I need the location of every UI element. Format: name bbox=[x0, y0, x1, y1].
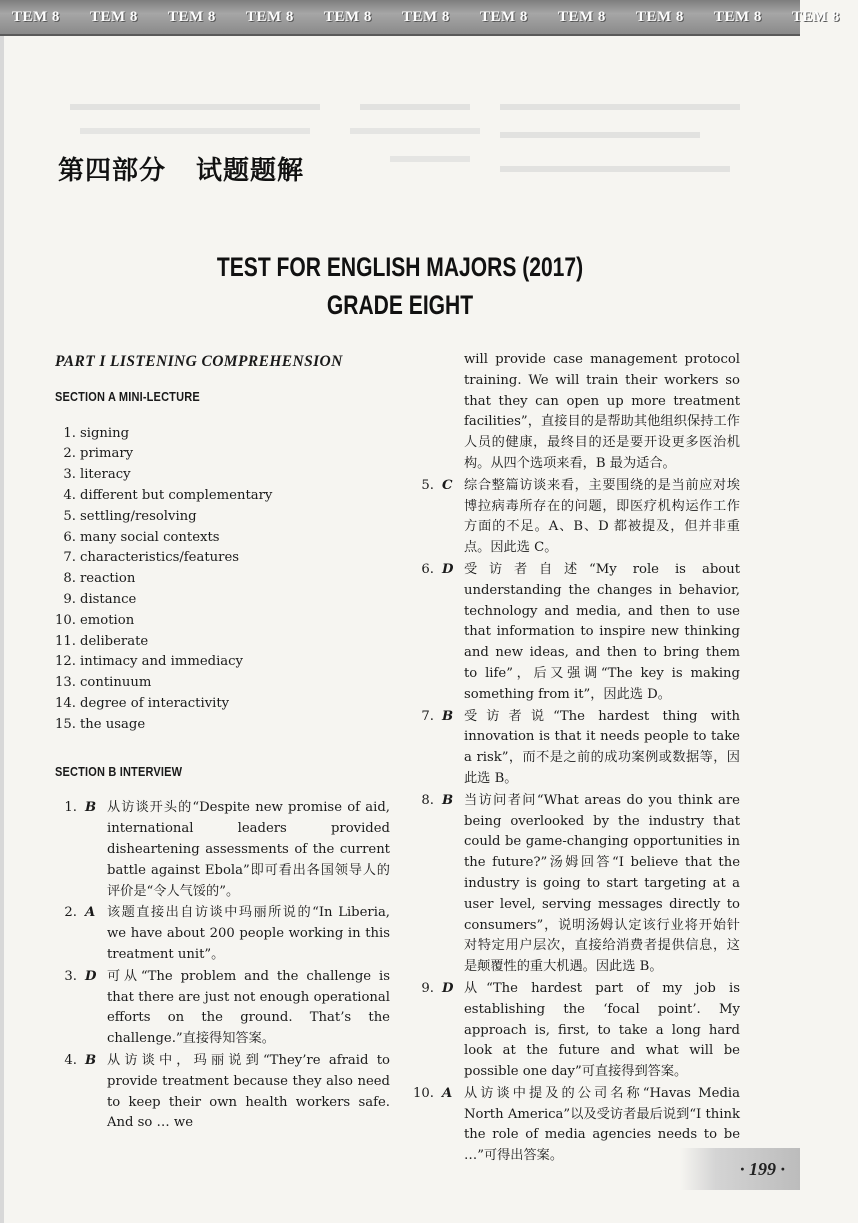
banner-label: TEM 8 bbox=[792, 8, 840, 25]
answer-text: intimacy and immediacy bbox=[80, 654, 244, 670]
item-number: 9. bbox=[421, 980, 434, 996]
answer-letter: D bbox=[85, 968, 97, 984]
answer-letter: C bbox=[442, 477, 453, 493]
section-b-items-left bbox=[55, 798, 390, 1134]
list-item bbox=[412, 707, 740, 790]
list-item bbox=[55, 632, 390, 653]
item-number: 5. bbox=[63, 508, 76, 524]
banner-label: TEM 8 bbox=[714, 8, 762, 25]
banner-label: TEM 8 bbox=[168, 8, 216, 25]
explanation-text: 受访者说“The hardest thing with innovation is that it needs people to take a risk”，而不是之前的成功案例或数据等，因此选 B。 bbox=[464, 708, 740, 786]
answer-text: many social contexts bbox=[80, 529, 220, 545]
answer-letter-spacer bbox=[434, 350, 464, 475]
list-item bbox=[412, 560, 740, 706]
part-label: 第四部分 bbox=[58, 156, 167, 186]
list-item bbox=[55, 611, 390, 632]
list-item bbox=[55, 694, 390, 715]
item-number: 3. bbox=[63, 467, 76, 483]
answer-letter: D bbox=[442, 561, 454, 577]
page-number-badge bbox=[680, 1148, 800, 1190]
list-item bbox=[55, 569, 390, 590]
explanation-continuation: will provide case management protocol training. We will train their workers so that they can open up more treatment facilities”，直接目的是帮助其他组织保持工作人员的健康，最终目的还是要开设更多医治机构。从四个选项来看，B 最为适合。 bbox=[464, 352, 740, 471]
part-subtitle: 试题题解 bbox=[196, 156, 305, 186]
answer-letter: B bbox=[85, 800, 97, 816]
item-number: 10. bbox=[413, 1085, 434, 1101]
list-item bbox=[55, 486, 390, 507]
item-number: 2. bbox=[63, 446, 76, 462]
answer-letter: A bbox=[442, 1085, 453, 1101]
item-number: 13. bbox=[55, 675, 76, 691]
item-number: 1. bbox=[63, 425, 76, 441]
list-item bbox=[55, 903, 390, 965]
section-b-heading: SECTION B INTERVIEW bbox=[55, 764, 183, 779]
list-item bbox=[55, 507, 390, 528]
item-number: 7. bbox=[63, 550, 76, 566]
explanation-text: 从访谈中提及的公司名称“Havas Media North America”以及受访者最后说到“I think the role of media agencies needs to be …”可得出答案。 bbox=[464, 1085, 740, 1164]
item-number: 1. bbox=[64, 800, 77, 816]
item-number: 8. bbox=[63, 571, 76, 587]
item-number: 2. bbox=[64, 905, 77, 921]
item-number: 6. bbox=[63, 529, 76, 545]
banner-label: TEM 8 bbox=[636, 8, 684, 25]
answer-text: distance bbox=[80, 591, 137, 607]
answer-text: primary bbox=[80, 446, 134, 462]
banner-label: TEM 8 bbox=[90, 8, 138, 25]
test-title: TEST FOR ENGLISH MAJORS (2017) bbox=[216, 252, 584, 282]
item-number: 9. bbox=[63, 591, 76, 607]
explanation-text: 从访谈中，玛丽说到“They’re afraid to provide treatment because they also need to keep their own health workers safe. And so … we bbox=[107, 1052, 390, 1131]
explanation-text: 可从“The problem and the challenge is that there are just not enough operational efforts on the ground. That’s the challenge.”直接得知答案。 bbox=[107, 968, 390, 1047]
list-item bbox=[412, 979, 740, 1083]
header-banner bbox=[0, 0, 840, 36]
list-item bbox=[412, 791, 740, 978]
right-column bbox=[412, 350, 740, 1168]
answer-text: different but complementary bbox=[80, 487, 273, 503]
item-number: 6. bbox=[421, 561, 434, 577]
banner-label: TEM 8 bbox=[246, 8, 294, 25]
answer-letter: B bbox=[442, 708, 454, 724]
continuation-item bbox=[412, 350, 740, 475]
part-title-chinese bbox=[58, 150, 304, 187]
answer-letter: A bbox=[85, 905, 96, 921]
list-item bbox=[55, 548, 390, 569]
banner-label: TEM 8 bbox=[480, 8, 528, 25]
answer-text: settling/resolving bbox=[80, 508, 197, 524]
banner-label: TEM 8 bbox=[324, 8, 372, 25]
explanation-text: 当访问者问“What areas do you think are being overlooked by the industry that could be game-changing opportunities in the future?”汤姆回答“I believe that the industry is going to start targeting at a user level, serving messages directly to consumers”，说明汤姆认定该行业将开始针对特定用户层次，直接给消费者提供信息，这是颠覆性的重大机遇。因此选 B。 bbox=[464, 792, 740, 975]
test-subtitle: GRADE EIGHT bbox=[326, 290, 474, 320]
answer-text: the usage bbox=[80, 716, 146, 732]
answer-letter: D bbox=[442, 980, 454, 996]
answer-letter: B bbox=[85, 1052, 97, 1068]
explanation-text: 受访者自述“My role is about understanding the changes in behavior, technology and media, and then to use that information to inspire new thinking and new ideas, and then to bring them to life”，后又强调“The key is making something from it”，因此选 D。 bbox=[464, 561, 740, 702]
list-item bbox=[55, 424, 390, 445]
answer-letter: B bbox=[442, 792, 454, 808]
list-item bbox=[412, 476, 740, 559]
list-item bbox=[55, 798, 390, 902]
section-a-answer-list bbox=[55, 424, 390, 736]
banner-label: TEM 8 bbox=[12, 8, 60, 25]
answer-text: reaction bbox=[80, 571, 136, 587]
answer-text: deliberate bbox=[80, 633, 149, 649]
item-number: 14. bbox=[55, 695, 76, 711]
list-item bbox=[55, 652, 390, 673]
list-item bbox=[55, 967, 390, 1050]
item-number: 3. bbox=[64, 968, 77, 984]
list-item bbox=[55, 590, 390, 611]
item-number: 8. bbox=[421, 792, 434, 808]
answer-text: characteristics/features bbox=[80, 550, 240, 566]
section-a-heading: SECTION A MINI-LECTURE bbox=[55, 389, 200, 404]
answer-text: literacy bbox=[80, 467, 131, 483]
answer-text: continuum bbox=[80, 675, 152, 691]
item-number: 12. bbox=[55, 654, 76, 670]
item-number: 15. bbox=[55, 716, 76, 732]
item-number: 4. bbox=[63, 487, 76, 503]
explanation-text: 综合整篇访谈来看，主要围绕的是当前应对埃博拉病毒所存在的问题，即医疗机构运作工作方面的不足。A、B、D 都被提及，但并非重点。因此选 C。 bbox=[464, 477, 740, 556]
explanation-text: 从访谈开头的“Despite new promise of aid, international leaders provided disheartening assessments of the current battle against Ebola”即可看出各国领导人的评价是“令人气馁的”。 bbox=[107, 800, 390, 899]
answer-text: emotion bbox=[80, 612, 135, 628]
page-edge-shadow bbox=[0, 36, 4, 1223]
part-heading: PART I LISTENING COMPREHENSION bbox=[55, 353, 343, 370]
list-item bbox=[55, 465, 390, 486]
list-item bbox=[55, 673, 390, 694]
page-number: · 199 · bbox=[740, 1158, 785, 1179]
item-number: 11. bbox=[55, 633, 76, 649]
explanation-text: 该题直接出自访谈中玛丽所说的“In Liberia, we have about 200 people working in this treatment unit”。 bbox=[107, 905, 390, 962]
list-item bbox=[55, 444, 390, 465]
item-number: 4. bbox=[64, 1052, 77, 1068]
answer-text: signing bbox=[80, 425, 130, 441]
banner-label: TEM 8 bbox=[558, 8, 606, 25]
explanation-text: 从“The hardest part of my job is establishing the ‘focal point’. My approach is, first, to take a long hard look at the future and what will be possible one day”可直接得到答案。 bbox=[464, 980, 740, 1080]
item-number: 10. bbox=[55, 612, 76, 628]
item-number-spacer bbox=[412, 350, 434, 475]
item-number: 7. bbox=[421, 708, 434, 724]
list-item bbox=[55, 528, 390, 549]
answer-text: degree of interactivity bbox=[80, 695, 230, 711]
list-item bbox=[55, 1051, 390, 1134]
left-column bbox=[55, 350, 390, 1135]
banner-label: TEM 8 bbox=[402, 8, 450, 25]
list-item bbox=[55, 715, 390, 736]
item-number: 5. bbox=[421, 477, 434, 493]
